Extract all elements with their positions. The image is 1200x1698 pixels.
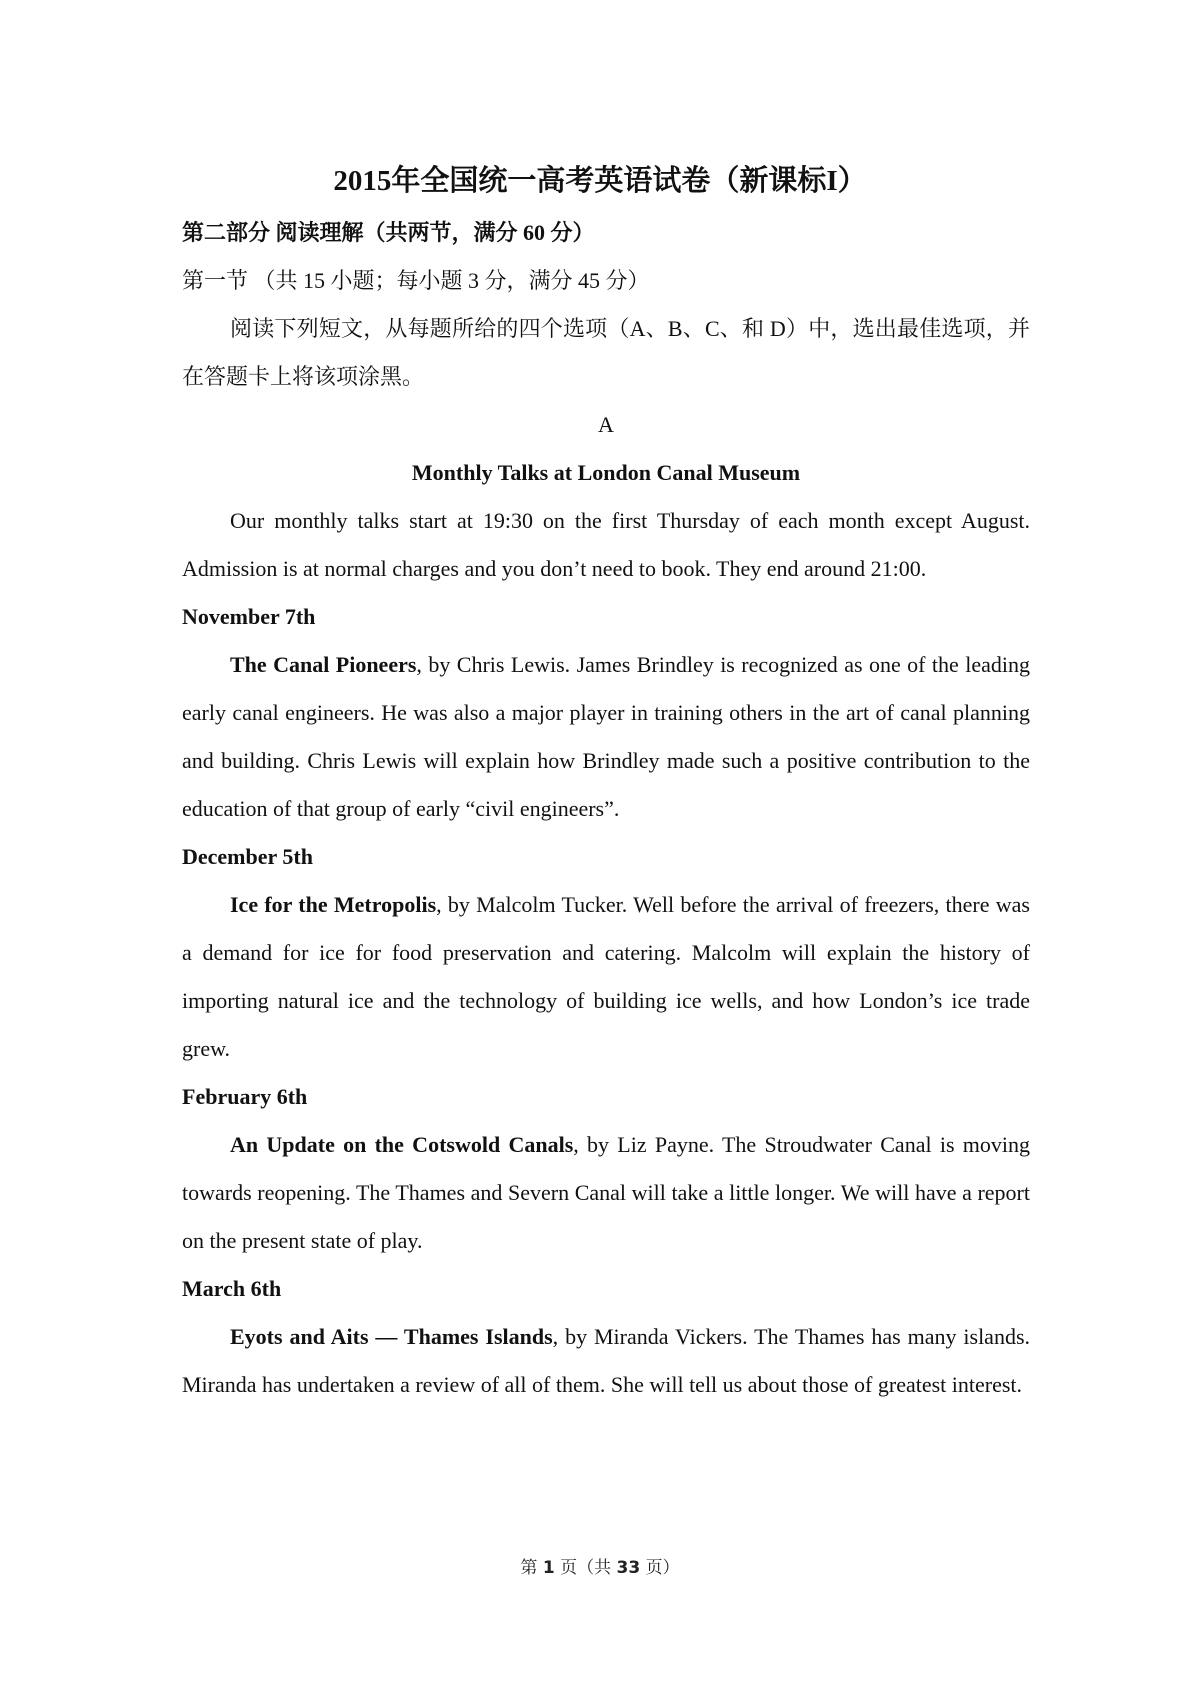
talk-text: , by Miranda Vickers. The Thames has many islands. Miranda has undertaken a review of all of them. She will tell us about those of greatest interest. [182, 1324, 1031, 1397]
talk-text: , by Liz Payne. The Stroudwater Canal is moving towards reopening. The Thames and Severn Canal will take a little longer. We will have a report on the present state of play. [182, 1132, 1030, 1253]
talk-date: March 6th [182, 1276, 282, 1301]
talk-date: February 6th [182, 1084, 308, 1109]
talk-date: November 7th [182, 604, 316, 629]
passage-label: A [598, 412, 614, 437]
talk-title: Eyots and Aits — Thames Islands [230, 1324, 553, 1349]
talk-text: , by Malcolm Tucker. Well before the arrival of freezers, there was a demand for ice for food preservation and catering. Malcolm will explain the history of importing natural ice and the technology of building ice wells, and how London’s ice trade grew. [182, 892, 1030, 1061]
footer-middle: 页（共 [560, 1558, 612, 1578]
talk-text: , by Chris Lewis. James Brindley is recognized as one of the leading early canal engineers. He was also a major player in training others in the art of canal planning and building. Chris Lewis will explain how Brindley made such a positive contribution to the education of that group of early “civil engineers”. [182, 652, 1030, 821]
instructions: 阅读下列短文，从每题所给的四个选项（A、B、C、和 D）中，选出最佳选项，并在答题卡上将该项涂黑。 [182, 316, 1030, 389]
talk-paragraph [182, 1121, 1030, 1265]
footer-prefix: 第 [520, 1558, 538, 1578]
passage-title: Monthly Talks at London Canal Museum [411, 460, 801, 485]
talk-title: An Update on the Cotswold Canals [230, 1132, 574, 1157]
footer-suffix: 页） [645, 1558, 680, 1578]
talk-paragraph [182, 1313, 1030, 1409]
talk-date: December 5th [182, 844, 313, 869]
talk-paragraph [182, 641, 1030, 833]
page-number: 1 [542, 1558, 555, 1578]
total-pages: 33 [616, 1558, 641, 1578]
page-footer [0, 1553, 1200, 1578]
page-title: 2015年全国统一高考英语试卷（新课标I） [333, 165, 867, 197]
intro-paragraph: Our monthly talks start at 19:30 on the first Thursday of each month except August. Admission is at normal charges and you don’t need to book. They end around 21:00. [182, 508, 1030, 581]
talk-title: The Canal Pioneers [230, 652, 417, 677]
talk-title: Ice for the Metropolis [230, 892, 437, 917]
part-heading: 第二部分 阅读理解（共两节，满分 60 分） [182, 220, 595, 245]
talk-paragraph [182, 881, 1030, 1073]
section-line: 第一节 （共 15 小题；每小题 3 分，满分 45 分） [182, 268, 650, 293]
document-body [182, 209, 1030, 1409]
